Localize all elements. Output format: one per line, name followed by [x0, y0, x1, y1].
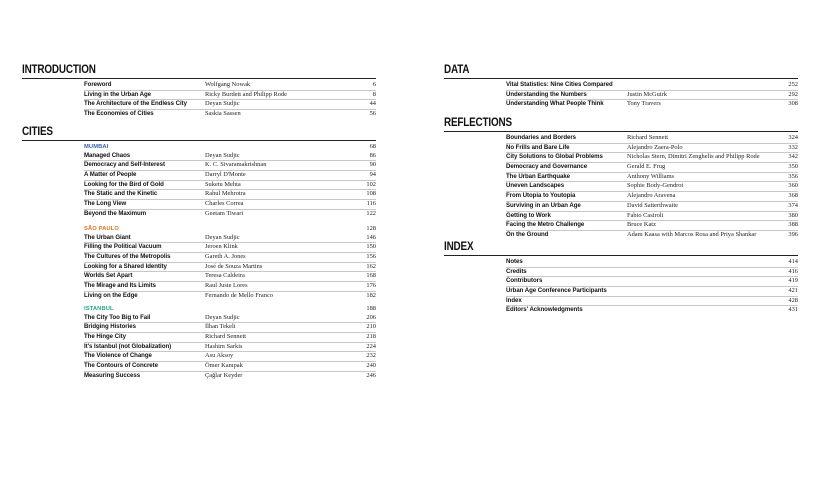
entry-author: Teresa Caldeira [205, 272, 245, 280]
entry-author: Asu Aksoy [205, 352, 234, 360]
entry-title: On the Ground [506, 230, 549, 238]
entry-title: From Utopia to Youtopia [506, 192, 576, 200]
entry-author: Richard Sennett [205, 333, 246, 341]
entry-author: Gareth A. Jones [205, 253, 246, 261]
entry-page: 421 [788, 287, 798, 295]
sao-paulo-subheading[interactable] [84, 225, 376, 234]
entry-page: 342 [788, 153, 798, 161]
sao-paulo-label: SÃO PAULO [84, 226, 119, 232]
entry-title: Democracy and Self-Interest [84, 161, 165, 169]
istanbul-page: 188 [366, 305, 376, 312]
entry-page: 368 [788, 192, 798, 200]
entry-author: Fernando de Mello Franco [205, 291, 273, 299]
entry-title: Understanding What People Think [506, 100, 604, 108]
entry-title: Living on the Edge [84, 291, 138, 299]
entry-author: Sophie Body-Gendrot [627, 182, 684, 190]
entry-page: 146 [366, 233, 376, 241]
entry-title: The Urban Earthquake [506, 172, 571, 180]
toc-entry[interactable] [84, 281, 376, 291]
entry-page: 414 [788, 258, 798, 265]
entry-title: Worlds Set Apart [84, 272, 133, 280]
entry-page: 44 [369, 100, 376, 108]
entry-author: Alejandro Aravena [627, 192, 676, 200]
entry-page: 428 [788, 296, 798, 304]
entry-title: Measuring Success [84, 371, 141, 379]
toc-entry[interactable] [506, 152, 798, 162]
entry-page: 122 [366, 209, 376, 217]
entry-title: Bridging Histories [84, 323, 136, 331]
entry-page: 210 [366, 323, 376, 331]
entry-page: 332 [788, 143, 798, 151]
entry-title: Credits [506, 267, 527, 275]
entry-author: Fabio Casiroli [627, 211, 664, 219]
index-heading: INDEX [444, 241, 474, 253]
mumbai-label: MUMBAI [84, 144, 109, 150]
entry-title: Filling the Political Vacuum [84, 243, 162, 251]
entry-page: 6 [372, 81, 376, 88]
entry-title: Uneven Landscapes [506, 182, 565, 190]
cities-rule [22, 140, 376, 141]
toc-entry[interactable] [506, 211, 798, 221]
entry-page: 388 [788, 221, 798, 229]
istanbul-rows [84, 314, 376, 381]
istanbul-label: ISTANBUL [84, 306, 114, 312]
toc-entry[interactable] [84, 160, 376, 170]
entry-title: Urban Age Conference Participants [506, 287, 607, 295]
entry-page: 224 [366, 342, 376, 350]
toc-entry[interactable] [506, 143, 798, 153]
data-heading: DATA [444, 64, 470, 76]
sao-paulo-entries [84, 225, 376, 301]
index-entries [506, 258, 798, 315]
entry-title: The Long View [84, 200, 127, 208]
index-section [444, 241, 798, 256]
introduction-entries [84, 81, 376, 119]
mumbai-subheading[interactable] [84, 143, 376, 152]
toc-entry[interactable] [84, 291, 376, 301]
reflections-rule [444, 131, 798, 132]
toc-entry[interactable] [506, 220, 798, 230]
entry-title: Democracy and Governance [506, 163, 588, 171]
entry-title: Understanding the Numbers [506, 90, 587, 98]
toc-entry[interactable] [84, 314, 376, 323]
entry-title: The Static and the Kinetic [84, 190, 158, 198]
entry-author: Ömer Kanıpak [205, 362, 243, 370]
toc-entry[interactable] [84, 332, 376, 342]
entry-author: Çağlar Keyder [205, 371, 243, 379]
entry-author: Rahul Mehrotra [205, 190, 246, 198]
toc-entry[interactable] [506, 99, 798, 109]
entry-page: 162 [366, 262, 376, 270]
toc-entry[interactable] [506, 81, 798, 90]
entry-author: Deyan Sudjic [205, 233, 240, 241]
index-rule [444, 255, 798, 256]
entry-page: 240 [366, 362, 376, 370]
entry-page: 108 [366, 190, 376, 198]
entry-page: 246 [366, 371, 376, 379]
toc-entry[interactable] [506, 276, 798, 286]
entry-title: Beyond the Maximum [84, 209, 147, 217]
toc-entry[interactable] [84, 99, 376, 109]
toc-entry[interactable] [84, 81, 376, 90]
entry-author: Alejandro Zaera-Polo [627, 143, 683, 151]
entry-author: Nicholas Stern, Dimitri Zenghelis and Philipp Rode [627, 153, 760, 161]
entry-author: Ricky Burdett and Philipp Rode [205, 90, 288, 98]
entry-page: 252 [788, 81, 798, 88]
entry-page: 102 [366, 180, 376, 188]
entry-title: The Economies of Cities [84, 110, 154, 118]
toc-entry[interactable] [84, 271, 376, 281]
entry-author: David Satterthwaite [627, 201, 678, 209]
reflections-entries [506, 134, 798, 240]
entry-title: Looking for a Shared Identity [84, 262, 167, 270]
entry-title: Facing the Metro Challenge [506, 221, 585, 229]
toc-entry[interactable] [84, 252, 376, 262]
entry-page: 176 [366, 282, 376, 290]
entry-title: Notes [506, 258, 523, 265]
entry-author: Deyan Sudjic [205, 313, 240, 321]
entry-author: Darryl D'Monte [205, 171, 246, 179]
entry-title: The City Too Big to Fail [84, 313, 151, 321]
entry-title: It's Istanbul (not Globalization) [84, 342, 172, 350]
toc-entry[interactable] [506, 296, 798, 306]
entry-page: 431 [788, 306, 798, 314]
entry-title: Vital Statistics: Nine Cities Compared [506, 81, 613, 88]
entry-page: 116 [366, 200, 376, 208]
entry-title: Index [506, 296, 522, 304]
entry-author: Deyan Sudjic [205, 100, 240, 108]
istanbul-subheading[interactable] [84, 305, 376, 314]
toc-entry[interactable] [506, 201, 798, 211]
toc-entry[interactable] [506, 286, 798, 296]
toc-entry[interactable] [84, 209, 376, 219]
toc-entry[interactable] [84, 234, 376, 243]
sao-paulo-rows [84, 234, 376, 301]
entry-author: Tony Travers [627, 100, 661, 108]
data-entries [506, 81, 798, 109]
entry-page: 356 [788, 172, 798, 180]
entry-page: 86 [369, 151, 376, 159]
entry-title: Surviving in an Urban Age [506, 201, 581, 209]
toc-entry[interactable] [506, 191, 798, 201]
toc-entry[interactable] [84, 109, 376, 119]
entry-author: Raul Juste Lores [205, 282, 248, 290]
entry-page: 206 [366, 313, 376, 321]
entry-author: Suketu Mehta [205, 180, 241, 188]
toc-entry[interactable] [506, 90, 798, 100]
sao-paulo-page: 128 [366, 225, 376, 232]
entry-page: 416 [788, 267, 798, 275]
entry-author: José de Souza Martins [205, 262, 263, 270]
reflections-section [444, 117, 798, 132]
entry-author: Justin McGuirk [627, 90, 667, 98]
entry-page: 360 [788, 182, 798, 190]
entry-page: 374 [788, 201, 798, 209]
entry-author: Charles Correa [205, 200, 244, 208]
entry-author: Wolfgang Nowak [205, 81, 251, 88]
toc-entry[interactable] [84, 189, 376, 199]
introduction-heading: INTRODUCTION [22, 64, 96, 76]
toc-entry[interactable] [84, 322, 376, 332]
entry-author: Adam Kaasa with Marcos Rosa and Priya Shankar [627, 230, 757, 238]
entry-title: The Cultures of the Metropolis [84, 253, 171, 261]
data-section [444, 64, 798, 79]
entry-title: Getting to Work [506, 211, 551, 219]
entry-author: Bruce Katz [627, 221, 656, 229]
entry-author: Anthony Williams [627, 172, 675, 180]
toc-entry[interactable] [506, 172, 798, 182]
toc-entry[interactable] [506, 230, 798, 240]
toc-entry[interactable] [84, 180, 376, 190]
toc-entry[interactable] [506, 305, 798, 315]
toc-entry[interactable] [506, 258, 798, 267]
toc-entry[interactable] [506, 267, 798, 277]
toc-entry[interactable] [84, 371, 376, 381]
mumbai-rows [84, 152, 376, 219]
toc-entry[interactable] [84, 152, 376, 161]
entry-page: 94 [369, 171, 376, 179]
mumbai-entries [84, 143, 376, 219]
entry-author: Gerald E. Frug [627, 163, 666, 171]
entry-author: Hashim Sarkis [205, 342, 243, 350]
entry-page: 380 [788, 211, 798, 219]
entry-title: The Architecture of the Endless City [84, 100, 187, 108]
toc-entry[interactable] [84, 351, 376, 361]
entry-title: A Matter of People [84, 171, 137, 179]
toc-entry[interactable] [84, 342, 376, 352]
entry-title: The Hinge City [84, 333, 126, 341]
toc-entry[interactable] [506, 162, 798, 172]
entry-page: 8 [372, 90, 376, 98]
toc-entry[interactable] [84, 199, 376, 209]
entry-title: The Urban Giant [84, 233, 131, 241]
entry-title: Foreword [84, 81, 112, 88]
entry-title: The Violence of Change [84, 352, 152, 360]
entry-page: 56 [369, 110, 376, 118]
entry-page: 150 [366, 243, 376, 251]
entry-page: 324 [788, 134, 798, 141]
toc-entry[interactable] [84, 262, 376, 272]
entry-page: 396 [788, 230, 798, 238]
toc-entry[interactable] [506, 134, 798, 143]
entry-page: 168 [366, 272, 376, 280]
entry-author: Saskia Sassen [205, 110, 241, 118]
entry-title: Living in the Urban Age [84, 90, 152, 98]
toc-entry[interactable] [84, 170, 376, 180]
entry-title: Contributors [506, 277, 543, 285]
data-rule [444, 78, 798, 79]
entry-author: Deyan Sudjic [205, 151, 240, 159]
entry-title: Editors' Acknowledgments [506, 306, 583, 314]
introduction-section [22, 64, 376, 79]
cities-heading: CITIES [22, 126, 53, 138]
entry-title: The Contours of Concrete [84, 362, 158, 370]
entry-title: Looking for the Bird of Gold [84, 180, 164, 188]
entry-author: Jeroen Klink [205, 243, 238, 251]
entry-page: 218 [366, 333, 376, 341]
entry-page: 308 [788, 100, 798, 108]
entry-page: 156 [366, 253, 376, 261]
toc-entry[interactable] [84, 361, 376, 371]
introduction-rule [22, 78, 376, 79]
entry-author: Geetam Tiwari [205, 209, 244, 217]
entry-page: 292 [788, 90, 798, 98]
entry-title: Managed Chaos [84, 151, 131, 159]
cities-section [22, 126, 376, 141]
entry-page: 419 [788, 277, 798, 285]
toc-entry[interactable] [84, 90, 376, 100]
entry-title: Boundaries and Borders [506, 134, 577, 141]
entry-author: K. C. Sivaramakrishnan [205, 161, 267, 169]
entry-title: No Frills and Bare Life [506, 143, 570, 151]
toc-entry[interactable] [84, 242, 376, 252]
entry-title: City Solutions to Global Problems [506, 153, 603, 161]
entry-page: 232 [366, 352, 376, 360]
entry-page: 90 [369, 161, 376, 169]
entry-page: 350 [788, 163, 798, 171]
mumbai-page: 68 [369, 143, 376, 150]
entry-page: 182 [366, 291, 376, 299]
entry-author: İlhan Tekeli [205, 323, 236, 331]
istanbul-entries [84, 305, 376, 381]
toc-entry[interactable] [506, 181, 798, 191]
reflections-heading: REFLECTIONS [444, 117, 512, 129]
entry-title: The Mirage and Its Limits [84, 282, 156, 290]
entry-author: Richard Sennett [627, 134, 668, 141]
